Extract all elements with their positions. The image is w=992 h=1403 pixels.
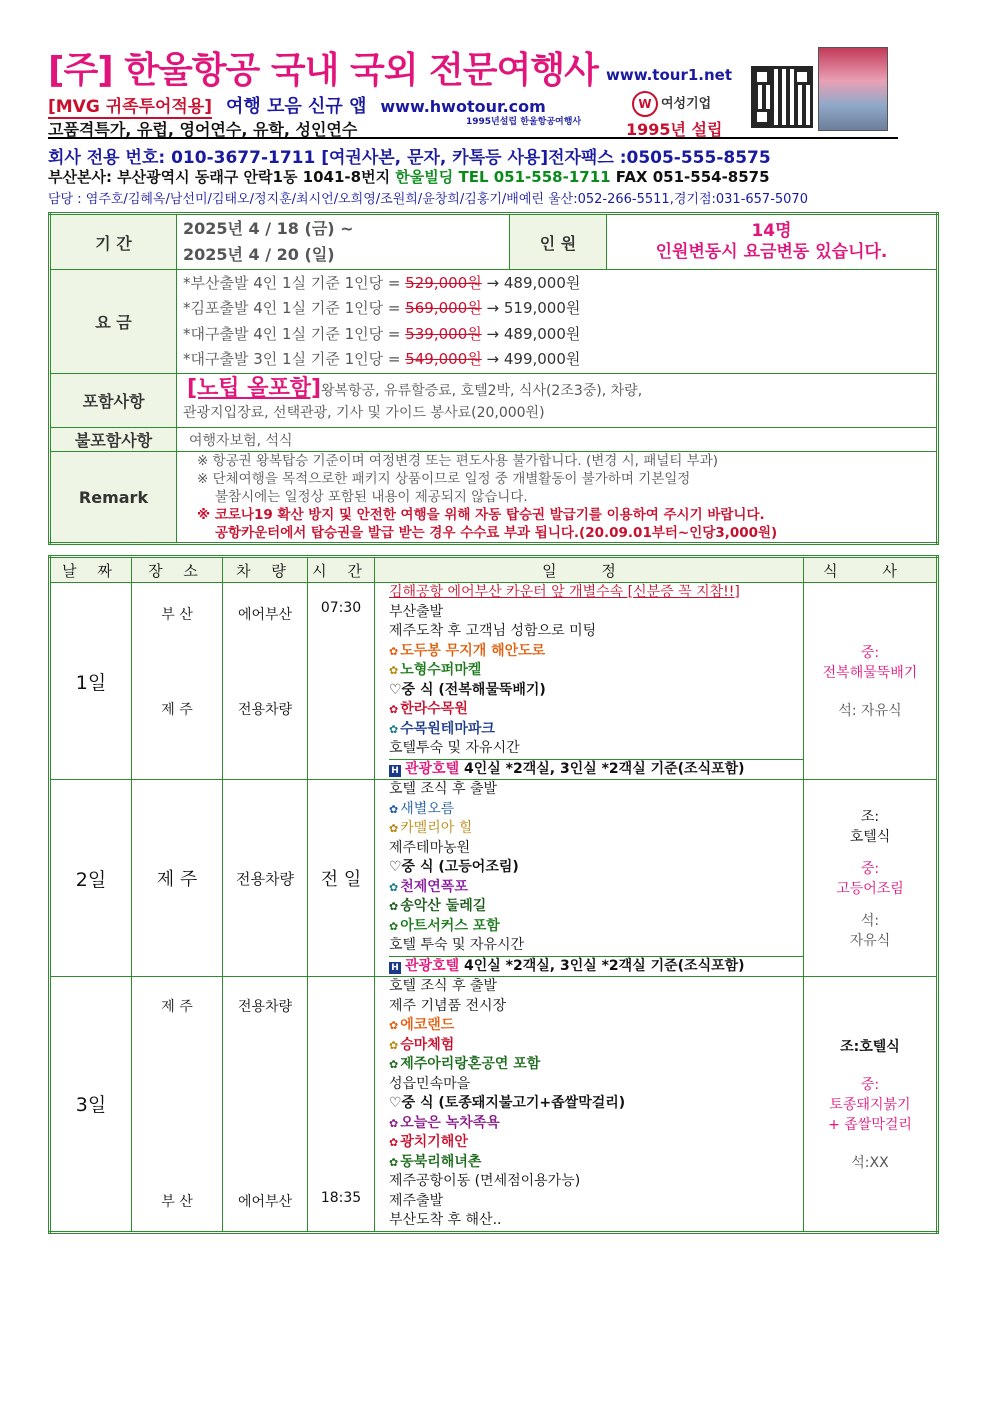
day-1-meal bbox=[804, 583, 938, 780]
tel-number: TEL 051-558-1711 bbox=[453, 168, 611, 186]
flower-icon: ✿ bbox=[389, 1038, 399, 1052]
itinerary-item: ✿ 승마체험 bbox=[389, 1036, 455, 1053]
price-row bbox=[183, 347, 930, 373]
day-3-itinerary bbox=[375, 977, 804, 1233]
itinerary-item: ✿ 한라수목원 bbox=[389, 701, 468, 717]
company-title: [주] 한울항공 국내 국외 전문여행사 bbox=[48, 50, 598, 91]
itinerary-item: 김해공항 에어부산 카운터 앞 개별수속 [신분증 꼭 지참!!] bbox=[389, 584, 740, 600]
itinerary-item: ✿ 오늘은 녹차족욕 bbox=[389, 1114, 500, 1131]
remark-line-covid: ※ 코로나19 확산 방지 및 안전한 여행을 위해 자동 탑승권 발급기를 이용하여 주시기 바랍니다. bbox=[197, 507, 765, 523]
flower-icon: ✿ bbox=[389, 1116, 399, 1130]
meal-dinner: 석: 자유식 bbox=[838, 703, 902, 719]
remark-value bbox=[177, 452, 938, 544]
include-label: 포함사항 bbox=[50, 374, 177, 428]
header-itinerary: 일 정 bbox=[375, 557, 804, 583]
time-arrival: 18:35 bbox=[320, 1190, 362, 1206]
price-list bbox=[177, 270, 938, 374]
itinerary-item: 성읍민속마을 bbox=[389, 1075, 471, 1092]
promo-line bbox=[48, 92, 546, 118]
price-label: 요 금 bbox=[50, 270, 177, 374]
people-value bbox=[607, 214, 938, 270]
price-old: 569,000원 bbox=[405, 299, 482, 317]
meal-dinner: 자유식 bbox=[849, 933, 891, 949]
itinerary-item: ✿ 아트서커스 포함 bbox=[389, 917, 500, 934]
place-busan: 부 산 bbox=[161, 607, 193, 623]
price-row bbox=[183, 296, 930, 322]
meal-lunch: 토종돼지붉기 bbox=[829, 1096, 911, 1113]
period-value bbox=[177, 214, 510, 270]
price-new: → 519,000원 bbox=[481, 299, 581, 317]
hotel-icon: H bbox=[389, 962, 401, 974]
remark-label: Remark bbox=[50, 452, 177, 544]
address-line bbox=[48, 166, 770, 187]
meal-dinner: 석:XX bbox=[851, 1154, 889, 1171]
meal-breakfast-label: 조: bbox=[860, 809, 880, 825]
itinerary-item: ✿ 노형수퍼마켙 bbox=[389, 662, 482, 678]
hotel-line: H 관광호텔 4인실 *2객실, 3인실 *2객실 기준(조식포함) bbox=[389, 759, 803, 780]
itinerary-item: ✿ 에코랜드 bbox=[389, 1017, 455, 1033]
period-end: 2025년 4 / 20 (일) bbox=[183, 245, 335, 264]
itinerary-item: ✿ 새별오름 bbox=[389, 800, 455, 817]
header-time: 시 간 bbox=[308, 557, 375, 583]
remark-line-fee: 공항카운터에서 탑승권을 발급 받는 경우 수수료 부과 됩니다.(20.09.01부터~인당3,000원) bbox=[215, 525, 778, 541]
people-note: 인원변동시 요금변동 있습니다. bbox=[655, 242, 888, 262]
staff-list: 담당 : 염주호/김혜옥/남선미/김태오/정지훈/최시언/오희영/조원희/윤창희/김홍기/배예린 울산:052-266-5511,경기점:031-657-5070 bbox=[48, 192, 808, 207]
flower-icon: ✿ bbox=[389, 880, 399, 894]
itinerary-item: ✿ 동북리해녀촌 bbox=[389, 1153, 482, 1170]
w-logo-icon: W bbox=[632, 91, 658, 117]
fax-number: FAX 051-554-8575 bbox=[610, 168, 770, 186]
meal-breakfast: 조:호텔식 bbox=[840, 1038, 900, 1055]
meal-breakfast: 호텔식 bbox=[849, 829, 891, 845]
price-new: → 489,000원 bbox=[481, 273, 581, 292]
header-vehicle: 차 량 bbox=[223, 557, 308, 583]
day-3-meal bbox=[804, 977, 938, 1233]
meal-lunch-label: 중: bbox=[860, 1076, 880, 1093]
website-link-hwotour[interactable]: www.hwotour.com bbox=[380, 97, 546, 116]
hotel-line: H 관광호텔 4인실 *2객실, 3인실 *2객실 기준(조식포함) bbox=[389, 956, 803, 977]
vehicle-private: 전용차량 bbox=[237, 702, 293, 718]
itinerary-lunch: ♡중 식 (고등어조림) bbox=[389, 859, 519, 875]
itinerary-item: 제주도착 후 고객님 성함으로 미팅 bbox=[389, 623, 597, 639]
itinerary-item: 호텔 투숙 및 자유시간 bbox=[389, 937, 525, 953]
itinerary-item: ✿ 수목원테마파크 bbox=[389, 720, 495, 737]
exclude-value: 여행자보험, 석식 bbox=[177, 428, 938, 452]
exclude-label: 불포함사항 bbox=[50, 428, 177, 452]
qr-corner bbox=[794, 69, 810, 85]
flower-icon: ✿ bbox=[389, 1058, 399, 1071]
subtitle: 고품격특가, 유럽, 영어연수, 유학, 성인연수 bbox=[48, 120, 358, 139]
subtitle-line bbox=[48, 117, 898, 139]
include-value bbox=[177, 374, 938, 428]
day-2-label: 2일 bbox=[50, 780, 132, 977]
vehicle-private: 전용차량 bbox=[237, 999, 293, 1015]
day-2-meal bbox=[804, 780, 938, 977]
address: 부산본사: 부산광역시 동래구 안락1동 1041-8번지 bbox=[48, 168, 396, 186]
place-busan: 부 산 bbox=[161, 1194, 193, 1210]
price-desc: *대구출발 3인 1실 기준 1인당 = bbox=[183, 350, 406, 368]
itinerary-item: ✿ 천제연폭포 bbox=[389, 878, 468, 895]
price-new: → 499,000원 bbox=[481, 350, 581, 368]
day-2-place: 제 주 bbox=[132, 780, 223, 977]
tour-info-table bbox=[48, 212, 939, 545]
building-name: 한울빌딩 bbox=[395, 168, 454, 186]
day-1-time bbox=[308, 583, 375, 780]
yeoseong-label: 여성기업 bbox=[661, 96, 712, 112]
price-desc: *김포출발 4인 1실 기준 1인당 = bbox=[183, 299, 406, 317]
app-label: 여행 모음 신규 앱 bbox=[225, 96, 367, 117]
itinerary-item: 호텔 조식 후 출발 bbox=[389, 978, 498, 994]
itinerary-item: ✿ 도두봉 무지개 해안도로 bbox=[389, 642, 546, 659]
day-3-vehicle bbox=[223, 977, 308, 1233]
no-tip-badge: [노팁 올포함] bbox=[187, 375, 322, 401]
contact-phones: 회사 전용 번호: 010-3677-1711 [여권사본, 문자, 카톡등 사용]전자팩스 :0505-555-8575 bbox=[48, 148, 771, 168]
itinerary-item: ✿ 제주아리랑혼공연 포함 bbox=[389, 1056, 541, 1072]
qr-corner bbox=[754, 69, 770, 85]
flower-icon: ✿ bbox=[389, 722, 399, 736]
meal-dinner-label: 석: bbox=[860, 913, 880, 929]
remark-line: ※ 단체여행을 목적으로한 패키지 상품이므로 일정 중 개별활동이 불가하며 기본일정 bbox=[197, 471, 691, 487]
place-jeju: 제 주 bbox=[161, 999, 193, 1015]
day-3-place bbox=[132, 977, 223, 1233]
itinerary-item: ✿ 광치기해안 bbox=[389, 1134, 468, 1150]
itinerary-item: 호텔 조식 후 출발 bbox=[389, 781, 498, 797]
period-label: 기 간 bbox=[50, 214, 177, 270]
itinerary-item: 제주 기념품 전시장 bbox=[389, 997, 507, 1014]
itinerary-item: 제주출발 bbox=[389, 1192, 444, 1209]
day-2-itinerary bbox=[375, 780, 804, 977]
mvg-tag: [MVG 귀족투어적용] bbox=[48, 97, 213, 117]
day-1-label: 1일 bbox=[50, 583, 132, 780]
itinerary-item: ✿ 송악산 둘레길 bbox=[389, 898, 487, 914]
flower-icon: ✿ bbox=[389, 644, 399, 658]
price-row bbox=[183, 322, 930, 348]
include-text-2: 관광지입장료, 선택관광, 기사 및 가이드 봉사료(20,000원) bbox=[183, 404, 545, 421]
flower-icon: ✿ bbox=[389, 1155, 399, 1169]
schedule-table bbox=[48, 555, 939, 1234]
itinerary-item: 제주공항이동 (면세점이용가능) bbox=[389, 1173, 581, 1189]
header-date: 날 짜 bbox=[50, 557, 132, 583]
flower-icon: ✿ bbox=[389, 919, 399, 933]
flower-icon: ✿ bbox=[389, 1019, 399, 1032]
day-2-time: 전 일 bbox=[308, 780, 375, 977]
flower-icon: ✿ bbox=[389, 703, 399, 716]
hanul-small-logo: 1995년설립 한울항공여행사 bbox=[466, 117, 582, 127]
yeoseong-logo bbox=[632, 91, 711, 117]
place-jeju: 제 주 bbox=[161, 702, 193, 718]
day-1-place bbox=[132, 583, 223, 780]
time-departure: 07:30 bbox=[320, 600, 362, 616]
itinerary-item: ✿ 카멜리아 힐 bbox=[389, 820, 473, 836]
price-old: 549,000원 bbox=[405, 350, 482, 368]
day-3-time bbox=[308, 977, 375, 1233]
price-desc: *부산출발 4인 1실 기준 1인당 = bbox=[183, 273, 406, 292]
price-row bbox=[183, 271, 930, 297]
vehicle-airbusan: 에어부산 bbox=[237, 607, 293, 623]
vehicle-airbusan: 에어부산 bbox=[237, 1194, 293, 1210]
website-link-tour1[interactable]: www.tour1.net bbox=[606, 66, 733, 84]
meal-lunch: 전복해물뚝배기 bbox=[822, 665, 918, 681]
day-1-vehicle bbox=[223, 583, 308, 780]
flower-icon: ✿ bbox=[389, 1136, 399, 1149]
people-label: 인 원 bbox=[510, 214, 607, 270]
include-text: 왕복항공, 유류할증료, 호텔2박, 식사(2조3중), 차량, bbox=[321, 382, 643, 399]
meal-lunch-label: 중: bbox=[860, 861, 880, 877]
itinerary-lunch: ♡중 식 (전복해물뚝배기) bbox=[389, 681, 546, 698]
itinerary-item: 제주테마농원 bbox=[389, 839, 471, 856]
period-start: 2025년 4 / 18 (금) ~ bbox=[183, 219, 354, 238]
people-count: 14명 bbox=[751, 221, 792, 241]
flower-icon: ✿ bbox=[389, 802, 399, 816]
day-3-label: 3일 bbox=[50, 977, 132, 1233]
meal-lunch: 고등어조림 bbox=[836, 881, 904, 897]
price-new: → 489,000원 bbox=[481, 324, 581, 343]
price-desc: *대구출발 4인 1실 기준 1인당 = bbox=[183, 324, 406, 343]
header-place: 장 소 bbox=[132, 557, 223, 583]
founded-year: 1995년 설립 bbox=[626, 120, 723, 139]
flower-icon: ✿ bbox=[389, 822, 399, 835]
itinerary-item: 호텔투숙 및 자유시간 bbox=[389, 740, 520, 756]
itinerary-lunch: ♡중 식 (토종돼지불고기+좁쌀막걸리) bbox=[389, 1095, 626, 1111]
hotel-icon: H bbox=[389, 765, 401, 777]
itinerary-item: 부산도착 후 해산.. bbox=[389, 1212, 502, 1228]
itinerary-item: 부산출발 bbox=[389, 603, 444, 620]
meal-lunch-drink: + 좁쌀막걸리 bbox=[828, 1116, 912, 1133]
header-meal: 식 사 bbox=[804, 557, 938, 583]
day-2-vehicle: 전용차량 bbox=[223, 780, 308, 977]
price-old: 539,000원 bbox=[405, 324, 482, 343]
day-1-itinerary bbox=[375, 583, 804, 780]
flower-icon: ✿ bbox=[389, 900, 399, 913]
remark-line: 불참시에는 일정상 포함된 내용이 제공되지 않습니다. bbox=[215, 489, 528, 505]
remark-line: ※ 항공권 왕복탑승 기준이며 여정변경 또는 편도사용 불가합니다. (변경 시, 패널티 부과) bbox=[197, 453, 719, 469]
price-old: 529,000원 bbox=[405, 273, 482, 292]
meal-lunch-label: 중: bbox=[860, 645, 880, 661]
flower-icon: ✿ bbox=[389, 664, 399, 677]
